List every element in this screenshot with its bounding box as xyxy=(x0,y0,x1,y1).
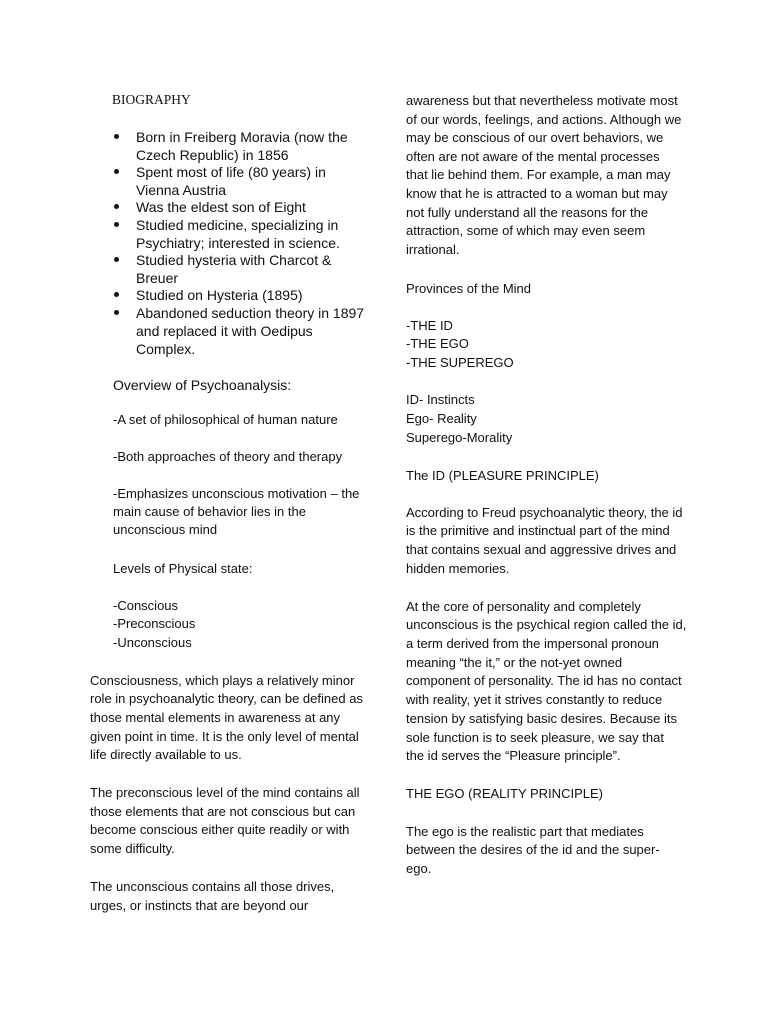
paragraph-line: At the core of personality and completely xyxy=(406,599,641,614)
list-item: Breuer xyxy=(136,270,179,286)
list-item: Studied hysteria with Charcot & xyxy=(136,252,332,268)
province-item: -THE EGO xyxy=(406,336,469,351)
paragraph-line: may be conscious of our overt behaviors, we xyxy=(406,130,664,145)
paragraph-line: of our words, feelings, and actions. Although we xyxy=(406,112,682,127)
overview-point: -A set of philosophical of human nature xyxy=(113,412,338,427)
paragraph-line: those elements that are not conscious but can xyxy=(90,804,356,819)
list-item: and replaced it with Oedipus xyxy=(136,323,313,339)
bullet-icon xyxy=(114,310,119,315)
bullet-icon xyxy=(114,134,119,139)
levels-heading: Levels of Physical state: xyxy=(113,561,253,576)
paragraph-line: those mental elements in awareness at any xyxy=(90,710,341,725)
list-item: Complex. xyxy=(136,341,196,357)
list-item: Czech Republic) in 1856 xyxy=(136,147,289,163)
paragraph-line: The ego is the realistic part that mediates xyxy=(406,824,644,839)
paragraph-line: that contains sexual and aggressive drives and xyxy=(406,542,677,557)
list-item: Born in Freiberg Moravia (now the xyxy=(136,129,348,145)
paragraph-line: component of personality. The id has no contact xyxy=(406,673,682,688)
paragraph-line: some difficulty. xyxy=(90,841,175,856)
bullet-icon xyxy=(114,169,119,174)
paragraph-line: hidden memories. xyxy=(406,561,510,576)
paragraph-line: the id serves the “Pleasure principle”. xyxy=(406,748,621,763)
overview-point: -Both approaches of theory and therapy xyxy=(113,449,343,464)
list-item: Psychiatry; interested in science. xyxy=(136,235,340,251)
paragraph-line: unconscious is the psychical region called the id, xyxy=(406,617,687,632)
paragraph-line: According to Freud psychoanalytic theory, the id xyxy=(406,505,683,520)
bullet-icon xyxy=(114,257,119,262)
paragraph-line: awareness but that nevertheless motivate most xyxy=(406,93,678,108)
paragraph-line: that lie behind them. For example, a man may xyxy=(406,167,671,182)
province-item: -THE ID xyxy=(406,318,453,333)
paragraph-line: ego. xyxy=(406,861,432,876)
list-item: Abandoned seduction theory in 1897 xyxy=(136,305,365,321)
id-heading: The ID (PLEASURE PRINCIPLE) xyxy=(406,468,599,483)
paragraph-line: The unconscious contains all those drives, xyxy=(90,879,335,894)
mapping-item: Ego- Reality xyxy=(406,411,477,426)
bullet-icon xyxy=(114,222,119,227)
list-item: Studied on Hysteria (1895) xyxy=(136,287,303,303)
paragraph-line: become conscious either quite readily or with xyxy=(90,822,350,837)
paragraph-line: attraction, some of which may even seem xyxy=(406,223,646,238)
bullet-icon xyxy=(114,292,119,297)
biography-heading: BIOGRAPHY xyxy=(112,92,191,107)
paragraph-line: sole function is to seek pleasure, we say that xyxy=(406,730,664,745)
list-item: Was the eldest son of Eight xyxy=(136,199,306,215)
list-item: Studied medicine, specializing in xyxy=(136,217,339,233)
provinces-heading: Provinces of the Mind xyxy=(406,281,532,296)
paragraph-line: tension by satisfying basic desires. Because its xyxy=(406,711,677,726)
mapping-item: Superego-Morality xyxy=(406,430,513,445)
paragraph-line: given point in time. It is the only level of mental xyxy=(90,729,359,744)
paragraph-line: urges, or instincts that are beyond our xyxy=(90,898,309,913)
overview-point: unconscious mind xyxy=(113,522,218,537)
paragraph-line: is the primitive and instinctual part of the mind xyxy=(406,523,670,538)
list-item: Vienna Austria xyxy=(136,182,227,198)
paragraph-line: Consciousness, which plays a relatively minor xyxy=(90,673,355,688)
list-item: Spent most of life (80 years) in xyxy=(136,164,326,180)
paragraph-line: meaning “the it,” or the not-yet owned xyxy=(406,655,623,670)
paragraph-line: The preconscious level of the mind contains all xyxy=(90,785,360,800)
paragraph-line: often are not aware of the mental processes xyxy=(406,149,660,164)
mapping-item: ID- Instincts xyxy=(406,392,475,407)
paragraph-line: between the desires of the id and the super- xyxy=(406,842,660,857)
paragraph-line: know that he is attracted to a woman but may xyxy=(406,186,668,201)
level-item: -Unconscious xyxy=(113,635,192,650)
paragraph-line: life directly available to us. xyxy=(90,747,242,762)
bullet-icon xyxy=(114,204,119,209)
overview-heading: Overview of Psychoanalysis: xyxy=(113,377,292,393)
paragraph-line: irrational. xyxy=(406,242,460,257)
paragraph-line: a term derived from the impersonal pronoun xyxy=(406,636,659,651)
overview-point: -Emphasizes unconscious motivation – the xyxy=(113,486,360,501)
paragraph-line: role in psychoanalytic theory, can be defined as xyxy=(90,691,363,706)
overview-point: main cause of behavior lies in the xyxy=(113,504,306,519)
level-item: -Preconscious xyxy=(113,616,196,631)
paragraph-line: with reality, yet it strives constantly to reduce xyxy=(406,692,663,707)
level-item: -Conscious xyxy=(113,598,179,613)
province-item: -THE SUPEREGO xyxy=(406,355,514,370)
paragraph-line: not fully understand all the reasons for the xyxy=(406,205,649,220)
ego-heading: THE EGO (REALITY PRINCIPLE) xyxy=(406,786,603,801)
